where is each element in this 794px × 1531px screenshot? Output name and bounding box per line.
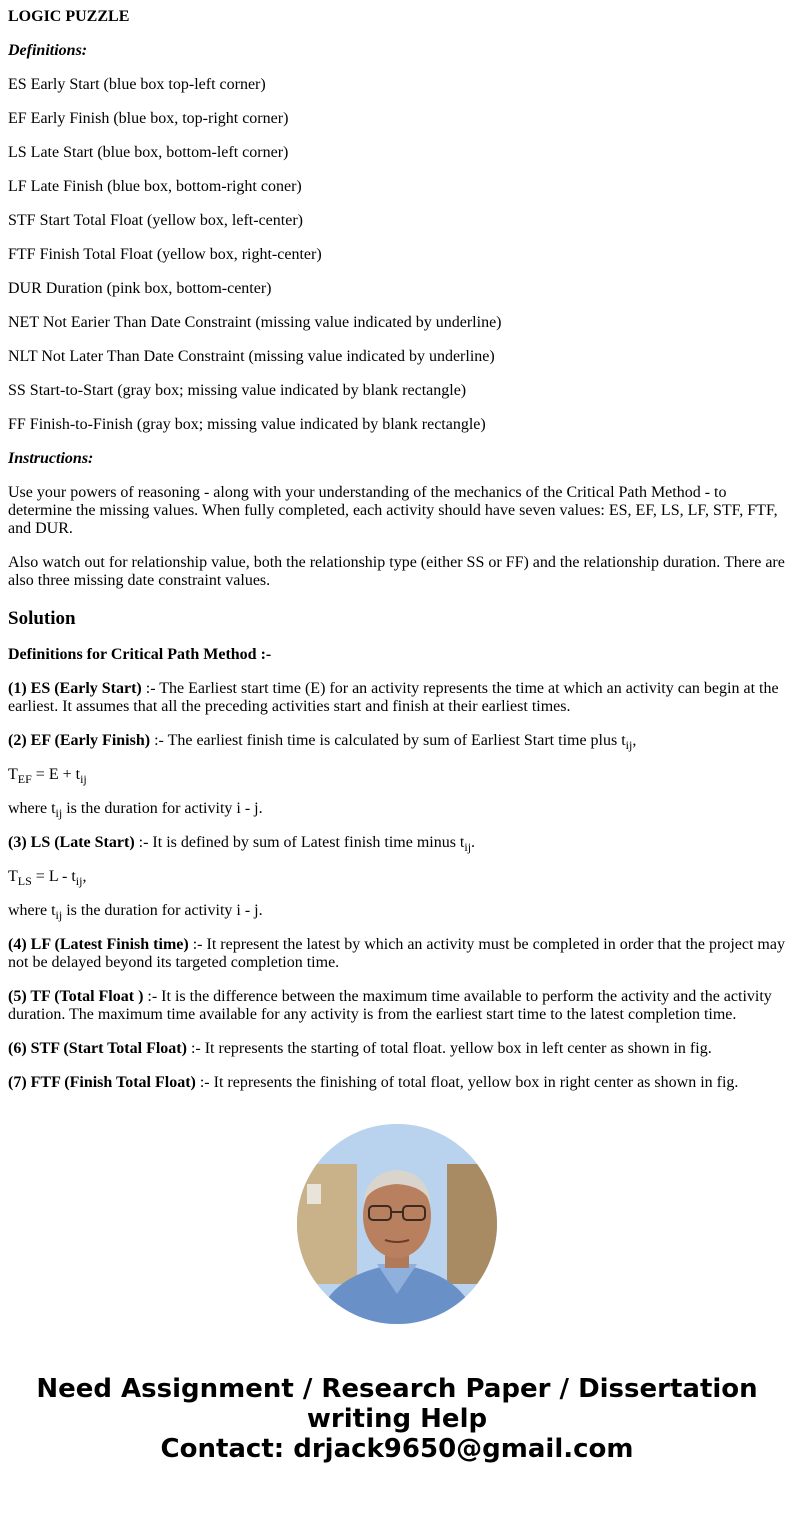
ls-formula-tail: , xyxy=(82,868,87,885)
ls-where xyxy=(8,902,786,920)
ef-formula xyxy=(8,766,786,784)
ls-tail: . xyxy=(471,834,476,851)
es-text: :- The Earliest start time (E) for an activity represents the time at which an activity can begin at the earliest. It assumes that all the preceding activities start and finish at their earliest times. xyxy=(8,680,779,715)
es-label: (1) ES (Early Start) xyxy=(8,680,142,697)
ls-formula-mid: = L - t xyxy=(31,868,76,885)
ls-formula xyxy=(8,868,786,886)
avatar xyxy=(297,1124,497,1324)
definition-ef xyxy=(8,732,786,750)
lf-text: :- It represent the latest by which an activity must be completed in order that the project may not be delayed beyond its targeted completion time. xyxy=(8,936,785,971)
ls-where-tail: is the duration for activity i - j. xyxy=(62,902,263,919)
ef-text: :- The earliest finish time is calculated by sum of Earliest Start time plus t xyxy=(150,732,626,749)
tf-text: :- It is the difference between the maximum time available to perform the activity and the activity duration. The maximum time available for any activity is from the earliest start time to the latest completion time. xyxy=(8,988,772,1023)
person-photo-icon xyxy=(297,1124,497,1324)
lf-label: (4) LF (Latest Finish time) xyxy=(8,936,189,953)
ef-formula-lhs: T xyxy=(8,766,18,783)
cpm-heading: Definitions for Critical Path Method :- xyxy=(8,646,272,663)
banner-line: Need Assignment / Research Paper / Dissertation xyxy=(36,1374,758,1404)
avatar-container xyxy=(8,1124,786,1324)
ef-label: (2) EF (Early Finish) xyxy=(8,732,151,749)
ef-tail: , xyxy=(632,732,637,749)
ftf-label: (7) FTF (Finish Total Float) xyxy=(8,1074,196,1091)
ls-where-text: where t xyxy=(8,902,56,919)
instructions-paragraph: Use your powers of reasoning - along with your understanding of the mechanics of the Critical Path Method - to determine the missing values. When fully completed, each activity should have seven values: ES, EF, LS, LF, STF, FTF, and DUR. xyxy=(8,484,778,537)
document xyxy=(0,8,794,1464)
definition-item: LS Late Start (blue box, bottom-left corner) xyxy=(8,144,289,161)
ef-where-text: where t xyxy=(8,800,56,817)
banner-line: writing Help xyxy=(306,1404,488,1434)
stf-label: (6) STF (Start Total Float) xyxy=(8,1040,187,1057)
ls-label: (3) LS (Late Start) xyxy=(8,834,135,851)
definition-item: DUR Duration (pink box, bottom-center) xyxy=(8,280,272,297)
definition-item: EF Early Finish (blue box, top-right corner) xyxy=(8,110,289,127)
instructions-heading: Instructions: xyxy=(8,450,94,467)
definition-item: ES Early Start (blue box top-left corner) xyxy=(8,76,266,93)
ef-where xyxy=(8,800,786,818)
ef-formula-lhs-sub: EF xyxy=(17,772,32,786)
definition-lf xyxy=(8,936,786,972)
stf-text: :- It represents the starting of total float. yellow box in left center as shown in fig. xyxy=(186,1040,712,1057)
definition-item: STF Start Total Float (yellow box, left-center) xyxy=(8,212,303,229)
puzzle-title: LOGIC PUZZLE xyxy=(8,8,130,25)
ls-formula-rhs-sub: ij xyxy=(75,874,83,888)
definition-item: FF Finish-to-Finish (gray box; missing value indicated by blank rectangle) xyxy=(8,416,486,433)
instructions-paragraph: Also watch out for relationship value, both the relationship type (either SS or FF) and the relationship duration. There are also three missing date constraint values. xyxy=(8,554,785,589)
definitions-heading: Definitions: xyxy=(8,42,88,59)
definition-item: NLT Not Later Than Date Constraint (missing value indicated by underline) xyxy=(8,348,495,365)
definition-tf xyxy=(8,988,786,1024)
ls-subscript: ij xyxy=(464,840,472,854)
ls-where-sub: ij xyxy=(55,908,63,922)
definition-item: LF Late Finish (blue box, bottom-right coner) xyxy=(8,178,302,195)
ef-where-sub: ij xyxy=(55,806,63,820)
ef-formula-rhs-sub: ij xyxy=(80,772,87,786)
solution-heading: Solution xyxy=(8,608,76,629)
ef-subscript: ij xyxy=(625,738,633,752)
ftf-text: :- It represents the finishing of total float, yellow box in right center as shown in fig. xyxy=(195,1074,739,1091)
definition-ftf xyxy=(8,1074,786,1092)
ls-text: :- It is defined by sum of Latest finish time minus t xyxy=(134,834,465,851)
tf-label: (5) TF (Total Float ) xyxy=(8,988,144,1005)
ls-formula-lhs-sub: LS xyxy=(17,874,32,888)
definition-es xyxy=(8,680,786,716)
definition-item: SS Start-to-Start (gray box; missing value indicated by blank rectangle) xyxy=(8,382,467,399)
definition-stf xyxy=(8,1040,786,1058)
contact-email: Contact: drjack9650@gmail.com xyxy=(160,1434,634,1464)
definition-item: FTF Finish Total Float (yellow box, right-center) xyxy=(8,246,322,263)
ls-formula-lhs: T xyxy=(8,868,18,885)
definition-ls xyxy=(8,834,786,852)
definition-item: NET Not Earier Than Date Constraint (missing value indicated by underline) xyxy=(8,314,502,331)
contact-banner xyxy=(8,1374,786,1464)
ef-formula-mid: = E + t xyxy=(31,766,81,783)
ef-where-tail: is the duration for activity i - j. xyxy=(62,800,263,817)
